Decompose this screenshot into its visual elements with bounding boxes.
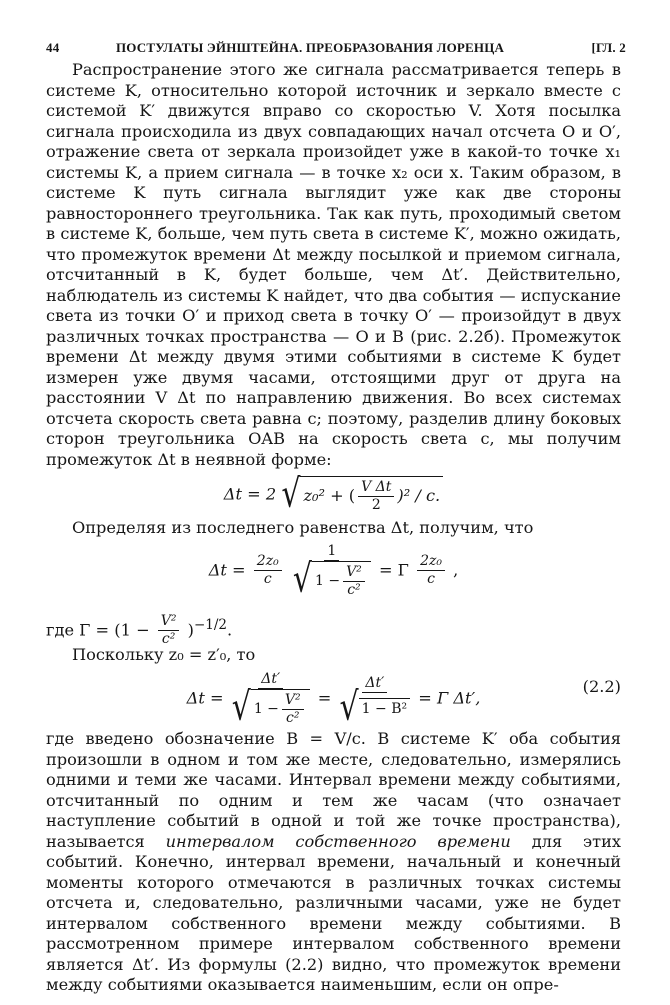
paragraph-3: Поскольку z₀ = z′₀, то [72, 644, 256, 664]
eq3-fraction-1: Δt′ √ 1 − $\frac{\text{V²}}{\text{c²}}$ [232, 671, 310, 727]
equation-number: (2.2) [582, 677, 621, 696]
chapter-marker: [ГЛ. 2 [591, 40, 626, 55]
running-title: ПОСТУЛАТЫ ЭЙНШТЕЙНА. ПРЕОБРАЗОВАНИЯ ЛОРЕНЦА [116, 40, 505, 55]
page-body [46, 60, 621, 996]
eq1-z0: z₀² + [303, 486, 344, 506]
eq2-fraction-1: $\frac{\text{2z₀}}{c}$ [254, 553, 282, 588]
sqrt-sign: √ z₀² + ( $\frac{\text{V Δt}}{2}$ )² / c. [281, 476, 443, 514]
eq1-fraction: $\frac{\text{V Δt}}{2}$ [358, 479, 394, 514]
eq2-fraction-3: $\frac{\text{2z₀}}{c}$ [417, 553, 445, 588]
gamma-definition: где Γ = (1 − $\frac{\text{V²}}{\text{c²}}$ )$^{-1/2}$. [46, 612, 233, 647]
eq1-lhs: Δt = 2 [223, 484, 277, 504]
eq2-fraction-2: 1 √ 1 − $\frac{\text{V²}}{\text{c²}}$ [293, 543, 371, 599]
paragraph-1: Распространение этого же сигнала рассматривается теперь в системе K, относительно которой источник и зеркало вместе с системой K′ движутся вправо со скоростью V. Хотя посылка сигнала происходила из двух совпадающих начал отсчета O и O′, отражение света от зеркала произойдет уже в какой-то точке x₁ системы K, а прием сигнала — в точке x₂ оси x. Таким образом, в системе K путь сигнала выглядит уже как две стороны равностороннего треугольника. Так как путь, проходимый светом в системе K, больше, чем путь света в системе K′, можно ожидать, что промежуток времени Δt между посылкой и приемом сигнала, отсчитанный в K, будет больше, чем Δt′. Действительно, наблюдатель из системы K найдет, что два события — испускание света из точки O′ и приход света в точку O′ — произойдут в двух различных точках пространства — O и B (рис. 2.2б). Промежуток времени Δt между двумя этими событиями в системе K будет измерен уже двумя часами, отстоящими друг от друга на расстоянии V Δt по направлению движения. Во всех системах отсчета скорость света равна c; поэтому, разделив длину боковых сторон треугольника OAB на скорость света c, мы получим промежуток Δt в неявной форме: [46, 60, 621, 469]
equation-2-2: Δt = Δt′ √ 1 − $\frac{\text{V²}}{\text{c²}}$ = Δt′ √ 1 − B² = Γ Δt′, (2.2) [186, 671, 621, 731]
equation-dt-gamma: Δt = $\frac{\text{2z₀}}{c}$ 1 √ 1 − $\frac{\text{V²}}{\text{c²}}$ = Γ $\frac{\text{2z₀}}{c}$ , [208, 542, 459, 602]
paragraph-2: Определяя из последнего равенства Δt, получим, что [72, 518, 534, 537]
eq1-tail: )² / c. [397, 486, 441, 506]
paragraph-4: где введено обозначение B = V/c. В системе K′ оба события произошли в одном и том же месте, следовательно, измерялись одними и теми же часами. Интервал времени между событиями, отсчитанный по одним и тем же часам (что означает наступление событий в одной и той же точке пространства), называется интервалом собственного времени для этих событий. Конечно, интервал времени, начальный и конечный моменты которого отмечаются в различных точках системы отсчета и, следовательно, различными часами, уже не будет интервалом собственного времени между событиями. В рассмотренном примере интервалом собственного времени является Δt′. Из формулы (2.2) видно, что промежуток времени между событиями оказывается наименьшим, если он опре- [46, 729, 621, 994]
italic-term: интервалом собственного времени [165, 831, 511, 851]
eq3-fraction-2: Δt′ √ 1 − B² [340, 675, 411, 723]
page-number: 44 [46, 40, 60, 55]
equation-implicit-dt [46, 470, 621, 518]
